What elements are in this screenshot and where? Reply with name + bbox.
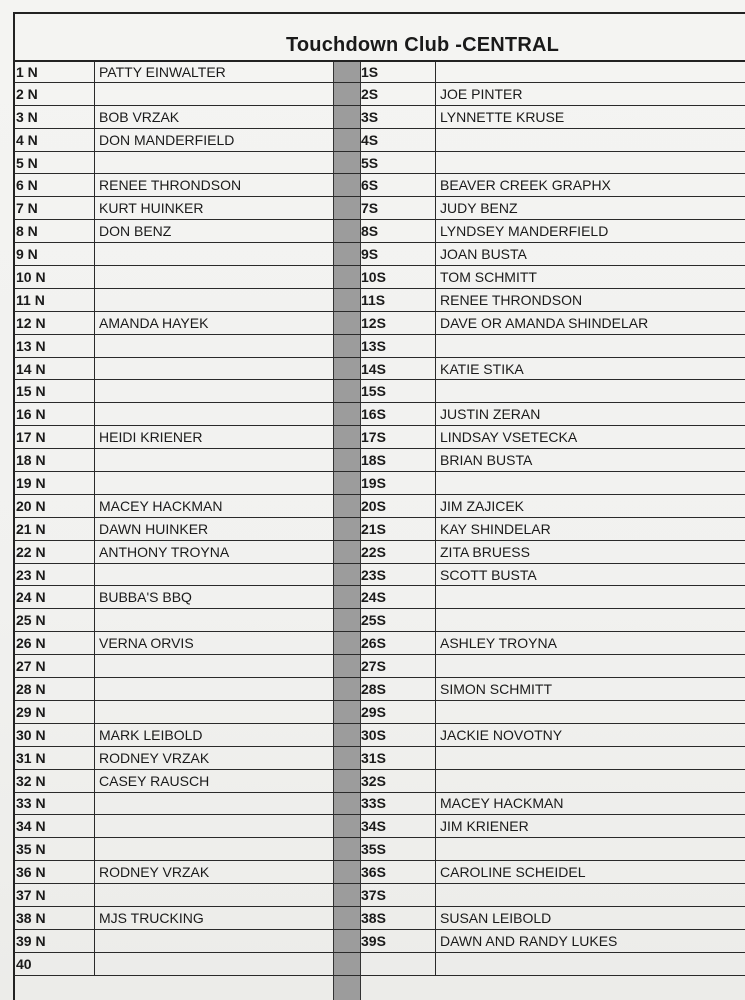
table-row (14, 152, 745, 175)
table-row (14, 495, 745, 518)
page-title: Touchdown Club -CENTRAL (285, 34, 560, 56)
north-seat-number: 1 N (16, 63, 38, 80)
north-seat-name: MJS TRUCKING (94, 907, 349, 929)
south-seat-number: 20S (361, 497, 386, 514)
south-seat-name: SCOTT BUSTA (435, 564, 745, 586)
north-seat-name (94, 266, 349, 288)
table-row (14, 930, 745, 953)
table-row (14, 747, 745, 770)
north-seat-number: 16 N (16, 406, 46, 423)
south-seat-name: JUDY BENZ (435, 197, 745, 219)
south-seat-name: KATIE STIKA (435, 358, 745, 380)
north-seat-number: 28 N (16, 680, 46, 697)
north-seat-name: PATTY EINWALTER (94, 62, 349, 82)
north-seat-number: 40 (16, 955, 32, 972)
north-seat-number: 20 N (16, 497, 46, 514)
south-seat-number: 35S (361, 841, 386, 858)
south-seat-number: 23S (361, 566, 386, 583)
north-seat-name: KURT HUINKER (94, 197, 349, 219)
north-seat-name (94, 83, 349, 105)
north-seat-number: 11 N (16, 291, 45, 308)
table-row (14, 609, 745, 632)
south-seat-name: ZITA BRUESS (435, 541, 745, 563)
north-seat-name (94, 380, 349, 402)
north-seat-name: DON MANDERFIELD (94, 129, 349, 151)
north-seat-name (94, 815, 349, 837)
table-row (14, 289, 745, 312)
north-seat-name: RENEE THRONDSON (94, 174, 349, 196)
north-seat-name: HEIDI KRIENER (94, 426, 349, 448)
table-row (14, 632, 745, 655)
south-seat-number: 29S (361, 703, 386, 720)
north-seat-name (94, 243, 349, 265)
south-seat-name: TOM SCHMITT (435, 266, 745, 288)
north-seat-number: 39 N (16, 932, 46, 949)
south-seat-name (435, 884, 745, 906)
north-seat-number: 30 N (16, 726, 46, 743)
south-seat-name: JIM ZAJICEK (435, 495, 745, 517)
table-row (14, 129, 745, 152)
north-seat-number: 2 N (16, 85, 38, 102)
south-seat-name: RENEE THRONDSON (435, 289, 745, 311)
south-seat-number: 4S (361, 131, 379, 148)
south-seat-name: LINDSAY VSETECKA (435, 426, 745, 448)
table-row (14, 884, 745, 907)
south-seat-number: 16S (361, 406, 386, 423)
south-seat-number: 32S (361, 772, 386, 789)
north-seat-name: DON BENZ (94, 220, 349, 242)
south-seat-name: LYNDSEY MANDERFIELD (435, 220, 745, 242)
south-seat-name: BEAVER CREEK GRAPHX (435, 174, 745, 196)
south-seat-name: BRIAN BUSTA (435, 449, 745, 471)
table-row (14, 724, 745, 747)
north-seat-number: 17 N (16, 429, 46, 446)
table-row (14, 220, 745, 243)
north-seat-name (94, 930, 349, 952)
south-seat-name: JUSTIN ZERAN (435, 403, 745, 425)
north-seat-name: DAWN HUINKER (94, 518, 349, 540)
table-row (14, 403, 745, 426)
table-row (14, 907, 745, 930)
north-seat-name: ANTHONY TROYNA (94, 541, 349, 563)
north-seat-name: BUBBA'S BBQ (94, 586, 349, 608)
south-seat-name: JIM KRIENER (435, 815, 745, 837)
table-row (14, 335, 745, 358)
south-seat-number: 22S (361, 543, 386, 560)
north-seat-number: 10 N (16, 268, 46, 285)
south-seat-name: DAVE OR AMANDA SHINDELAR (435, 312, 745, 334)
table-row (14, 358, 745, 381)
north-seat-number: 13 N (16, 337, 46, 354)
north-seat-number: 6 N (16, 177, 38, 194)
north-seat-name: VERNA ORVIS (94, 632, 349, 654)
south-seat-name (435, 609, 745, 631)
south-seat-number: 34S (361, 818, 386, 835)
north-seat-number: 25 N (16, 612, 46, 629)
table-row (14, 472, 745, 495)
table-row (14, 312, 745, 335)
north-seat-number: 4 N (16, 131, 38, 148)
north-seat-number: 19 N (16, 474, 46, 491)
north-seat-number: 37 N (16, 887, 46, 903)
north-seat-number: 29 N (16, 703, 46, 720)
south-seat-number: 9S (361, 246, 379, 263)
north-seat-name (94, 678, 349, 700)
table-row (14, 770, 745, 793)
south-seat-number: 3S (361, 108, 379, 125)
south-seat-name (435, 701, 745, 723)
table-row (14, 426, 745, 449)
north-seat-number: 27 N (16, 658, 46, 675)
south-seat-number: 8S (361, 223, 379, 240)
south-seat-name (435, 335, 745, 357)
north-seat-number: 35 N (16, 841, 46, 858)
north-seat-number: 8 N (16, 223, 38, 240)
table-row (14, 586, 745, 609)
table-row (14, 838, 745, 861)
north-seat-name (94, 609, 349, 631)
south-seat-number: 30S (361, 726, 386, 743)
south-seat-number: 33S (361, 795, 386, 812)
south-seat-number: 27S (361, 658, 386, 675)
south-seat-name: JOAN BUSTA (435, 243, 745, 265)
south-seat-number: 24S (361, 589, 386, 606)
north-seat-name: MACEY HACKMAN (94, 495, 349, 517)
south-seat-name (435, 655, 745, 677)
north-seat-name (94, 884, 349, 906)
table-row (14, 861, 745, 884)
table-row (14, 60, 745, 83)
south-seat-number: 36S (361, 864, 386, 881)
south-seat-name (435, 152, 745, 174)
table-row (14, 106, 745, 129)
north-seat-number: 24 N (16, 589, 46, 606)
south-seat-number: 19S (361, 474, 386, 491)
table-row (14, 243, 745, 266)
south-seat-number: 2S (361, 85, 379, 102)
table-row (14, 449, 745, 472)
north-seat-name: RODNEY VRZAK (94, 747, 349, 769)
north-seat-number: 32 N (16, 772, 46, 789)
north-seat-name: MARK LEIBOLD (94, 724, 349, 746)
south-seat-number: 17S (361, 429, 386, 446)
south-seat-name (435, 62, 745, 82)
south-seat-name: LYNNETTE KRUSE (435, 106, 745, 128)
north-seat-name (94, 838, 349, 860)
south-seat-number: 6S (361, 177, 379, 194)
north-seat-number: 23 N (16, 566, 46, 583)
north-seat-number: 26 N (16, 635, 46, 652)
south-seat-number: 7S (361, 200, 379, 217)
north-seat-name (94, 289, 349, 311)
south-seat-number: 26S (361, 635, 386, 652)
table-row (14, 564, 745, 587)
table-row (14, 174, 745, 197)
south-seat-number: 14S (361, 360, 386, 377)
table-row (14, 380, 745, 403)
north-seat-number: 15 N (16, 383, 46, 400)
north-seat-name: BOB VRZAK (94, 106, 349, 128)
north-seat-name (94, 152, 349, 174)
table-row (14, 678, 745, 701)
top-border (14, 12, 745, 14)
seat-table (14, 60, 745, 976)
south-seat-name (435, 953, 745, 975)
south-seat-name: JACKIE NOVOTNY (435, 724, 745, 746)
south-seat-name: MACEY HACKMAN (435, 793, 745, 815)
south-seat-name (435, 770, 745, 792)
south-seat-name: DAWN AND RANDY LUKES (435, 930, 745, 952)
north-seat-number: 31 N (16, 749, 46, 766)
north-seat-number: 18 N (16, 452, 46, 469)
south-seat-name (435, 586, 745, 608)
table-row (14, 701, 745, 724)
south-seat-number: 10S (361, 268, 386, 285)
north-seat-name (94, 358, 349, 380)
north-seat-name: CASEY RAUSCH (94, 770, 349, 792)
south-seat-name (435, 838, 745, 860)
south-seat-number: 31S (361, 749, 386, 766)
south-seat-number: 12S (361, 314, 386, 331)
table-row (14, 541, 745, 564)
south-seat-name: JOE PINTER (435, 83, 745, 105)
south-seat-name (435, 380, 745, 402)
north-seat-name: AMANDA HAYEK (94, 312, 349, 334)
south-seat-number: 1S (361, 63, 379, 80)
south-seat-number: 37S (361, 887, 386, 903)
south-seat-number: 39S (361, 932, 386, 949)
south-seat-number: 25S (361, 612, 386, 629)
table-row (14, 266, 745, 289)
south-seat-name: ASHLEY TROYNA (435, 632, 745, 654)
south-seat-number: 18S (361, 452, 386, 469)
table-row (14, 197, 745, 220)
south-seat-number: 28S (361, 680, 386, 697)
south-seat-name: KAY SHINDELAR (435, 518, 745, 540)
table-row (14, 815, 745, 838)
south-seat-number: 5S (361, 154, 379, 171)
north-seat-name (94, 472, 349, 494)
north-seat-number: 3 N (16, 108, 38, 125)
north-seat-number: 14 N (16, 360, 46, 377)
north-seat-number: 33 N (16, 795, 46, 812)
south-seat-number: 21S (361, 520, 386, 537)
table-row (14, 518, 745, 541)
north-seat-number: 7 N (16, 200, 38, 217)
north-seat-number: 22 N (16, 543, 46, 560)
north-seat-name: RODNEY VRZAK (94, 861, 349, 883)
north-seat-number: 21 N (16, 520, 46, 537)
north-seat-name (94, 655, 349, 677)
north-seat-number: 36 N (16, 864, 46, 881)
south-seat-number: 38S (361, 909, 386, 926)
south-seat-number: 11S (361, 291, 386, 308)
south-seat-number: 13S (361, 337, 386, 354)
north-seat-number: 38 N (16, 909, 46, 926)
north-seat-number: 9 N (16, 246, 38, 263)
north-seat-name (94, 701, 349, 723)
north-seat-name (94, 335, 349, 357)
south-seat-number (361, 953, 433, 975)
south-seat-name: SUSAN LEIBOLD (435, 907, 745, 929)
south-seat-name (435, 472, 745, 494)
south-seat-number: 15S (361, 383, 386, 400)
north-seat-number: 5 N (16, 154, 38, 171)
north-seat-name (94, 953, 349, 975)
south-seat-name: SIMON SCHMITT (435, 678, 745, 700)
table-row (14, 83, 745, 106)
north-seat-number: 12 N (16, 314, 46, 331)
north-seat-name (94, 449, 349, 471)
south-seat-name (435, 747, 745, 769)
table-row (14, 655, 745, 678)
south-seat-name (435, 129, 745, 151)
north-seat-name (94, 793, 349, 815)
north-seat-number: 34 N (16, 818, 46, 835)
north-seat-name (94, 564, 349, 586)
table-row (14, 793, 745, 816)
north-seat-name (94, 403, 349, 425)
table-row (14, 953, 745, 976)
south-seat-name: CAROLINE SCHEIDEL (435, 861, 745, 883)
